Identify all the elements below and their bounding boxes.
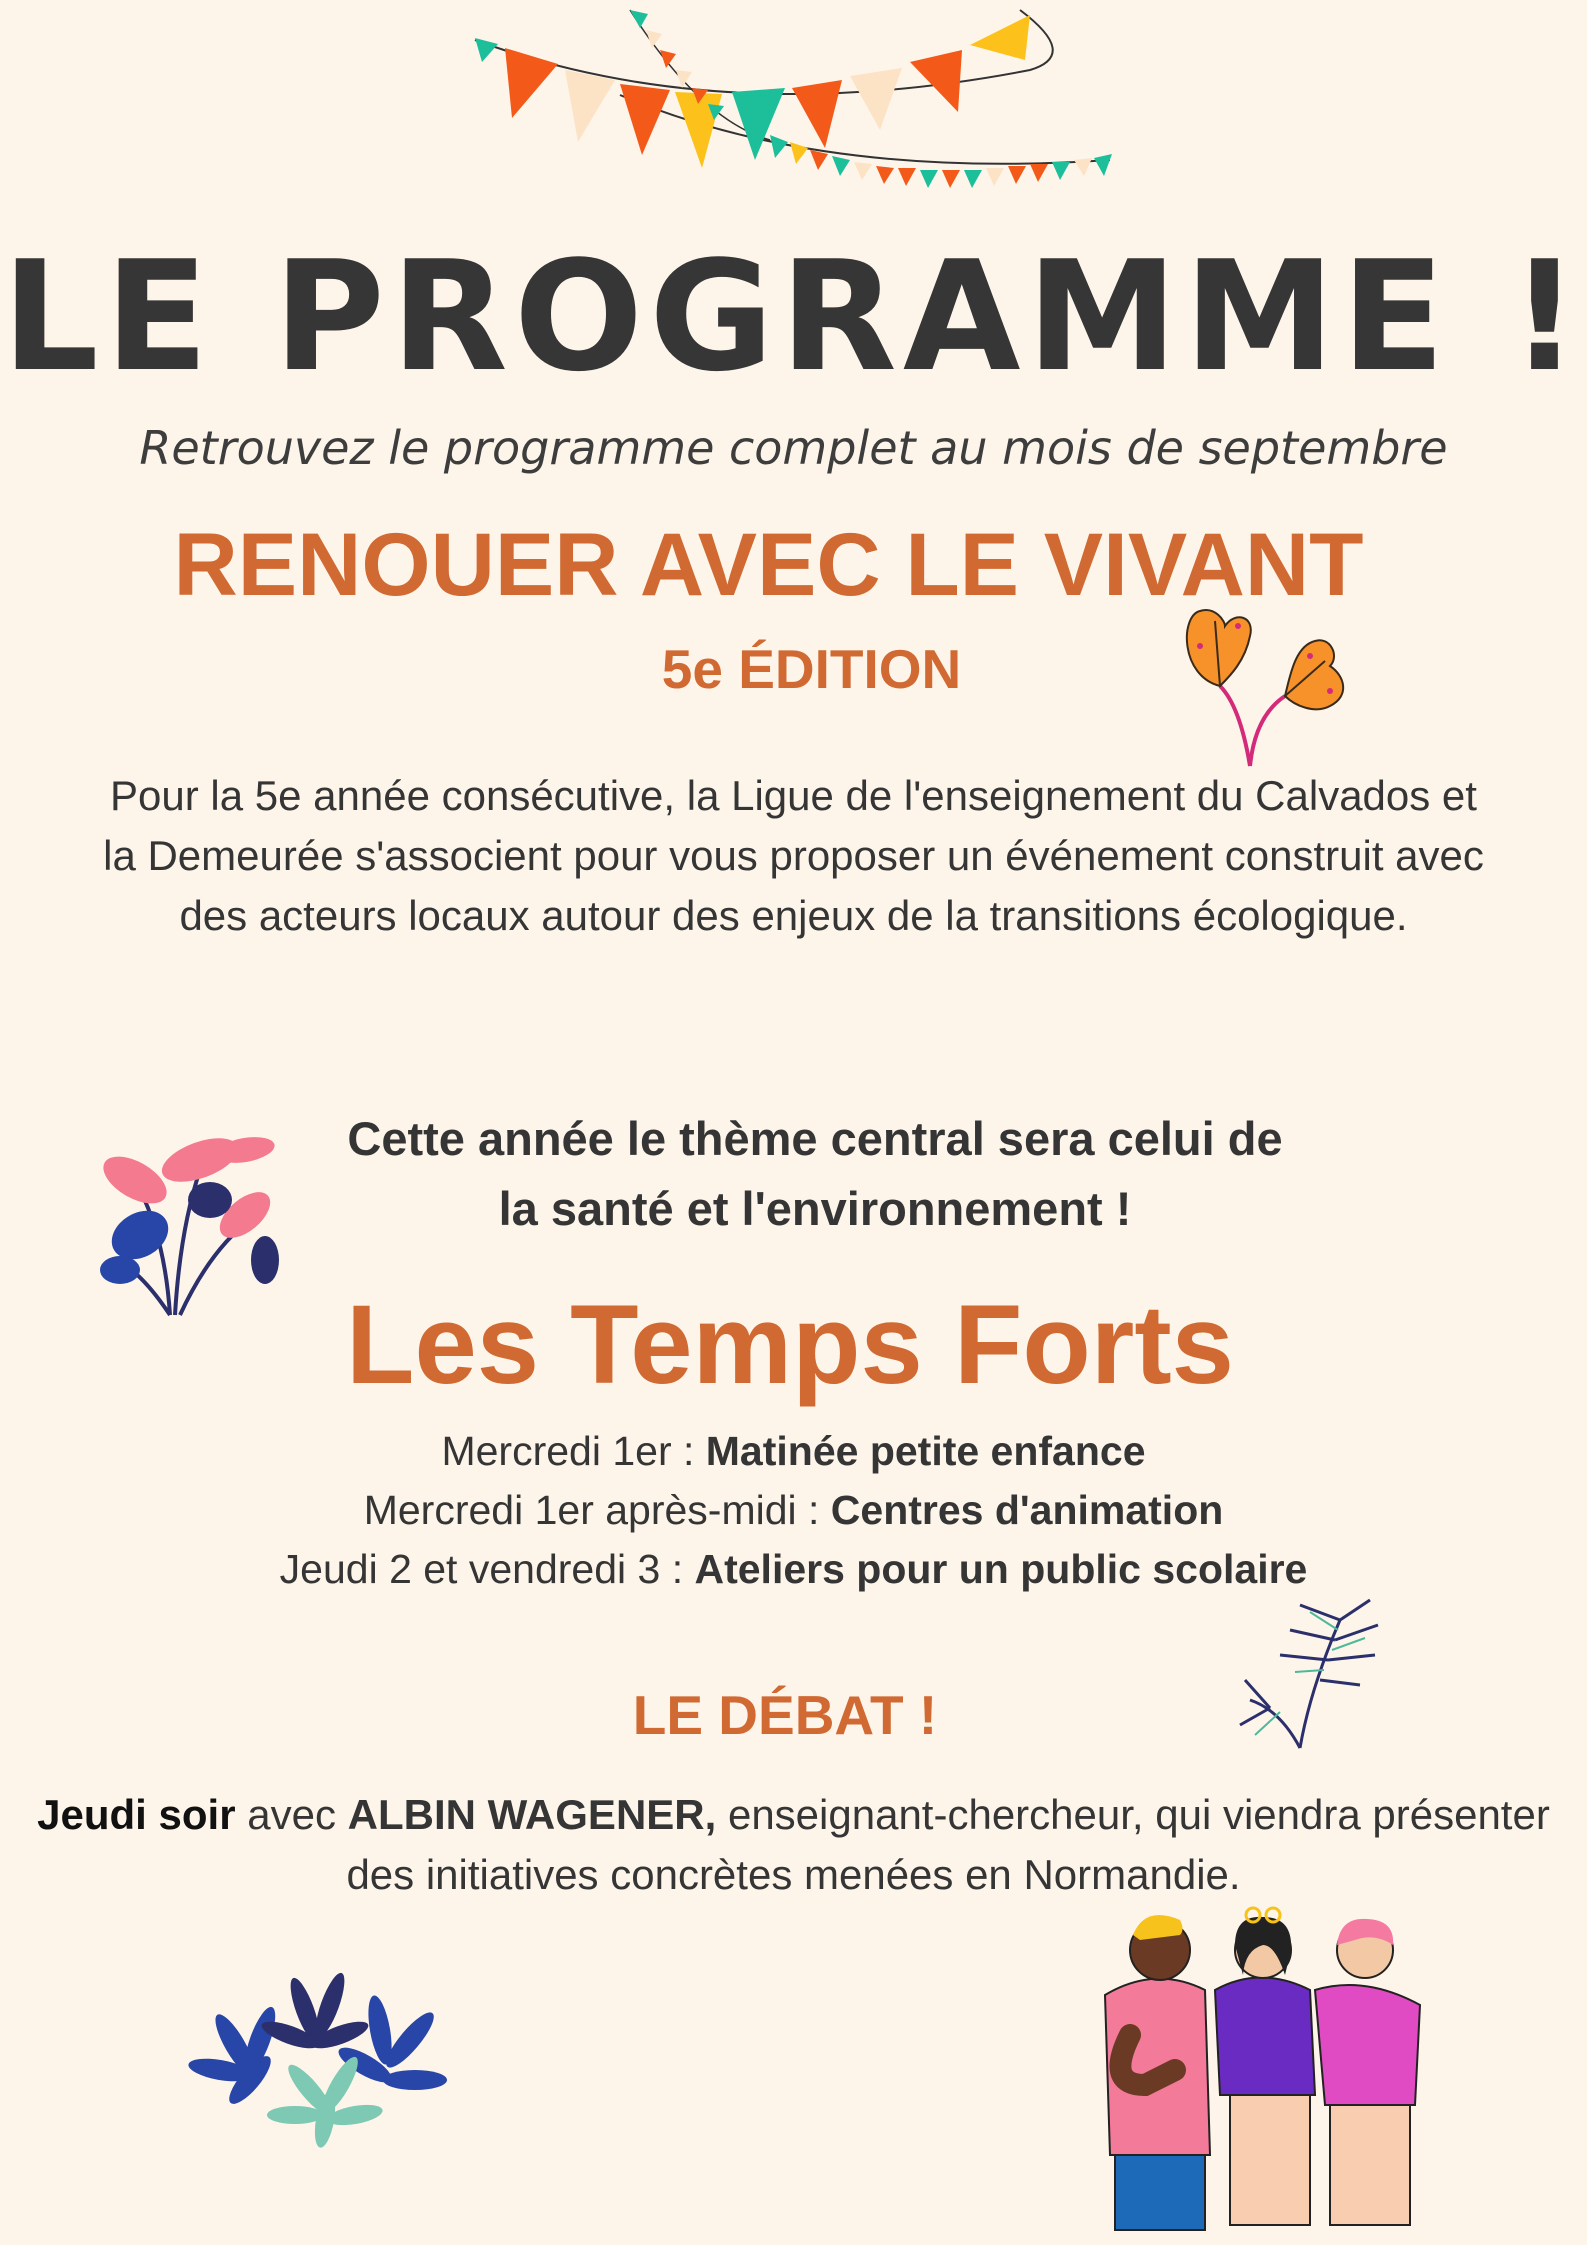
debate-line-2: des initiatives concrètes menées en Normandie. (346, 1851, 1241, 1898)
schedule-what: Ateliers pour un public scolaire (694, 1546, 1308, 1592)
temps-forts-title: Les Temps Forts (346, 1282, 1234, 1407)
subtitle: Retrouvez le programme complet au mois de septembre (139, 421, 1448, 475)
theme-line-1: Cette année le thème central sera celui de (347, 1112, 1283, 1165)
debate-description (0, 1785, 1587, 1905)
blue-flowers-icon (200, 1970, 450, 2150)
three-friends-illustration (1085, 1905, 1445, 2235)
orange-leaves-icon (1180, 606, 1350, 776)
schedule-when: Mercredi 1er : (441, 1428, 706, 1474)
debate-line-1 (0, 1785, 1587, 1845)
schedule-when: Jeudi 2 et vendredi 3 : (279, 1546, 695, 1592)
event-name: RENOUER AVEC LE VIVANT (173, 514, 1364, 614)
schedule-item (0, 1422, 1587, 1480)
debate-with: avec (235, 1791, 348, 1838)
edition-label: 5e ÉDITION (661, 638, 962, 700)
schedule-what: Matinée petite enfance (705, 1428, 1146, 1474)
schedule-what: Centres d'animation (830, 1487, 1224, 1533)
debate-speaker: ALBIN WAGENER, (347, 1791, 717, 1838)
debate-rest: enseignant-chercheur, qui viendra présenter (716, 1791, 1550, 1838)
debate-title: LE DÉBAT ! (632, 1684, 938, 1746)
debate-when: Jeudi soir (37, 1791, 236, 1838)
intro-paragraph: Pour la 5e année consécutive, la Ligue de l'enseignement du Calvados et la Demeurée s'associent pour vous proposer un événement construit avec des acteurs locaux autour des enjeux de la transitions écologique. (103, 772, 1484, 939)
theme-line-2: la santé et l'environnement ! (498, 1182, 1132, 1235)
schedule-item (0, 1481, 1587, 1539)
bunting-icon (470, 0, 1120, 200)
page-title: LE PROGRAMME ! (1, 228, 1586, 405)
schedule-when: Mercredi 1er après-midi : (363, 1487, 831, 1533)
theme-statement (270, 1104, 1360, 1244)
schedule-item (0, 1540, 1587, 1598)
